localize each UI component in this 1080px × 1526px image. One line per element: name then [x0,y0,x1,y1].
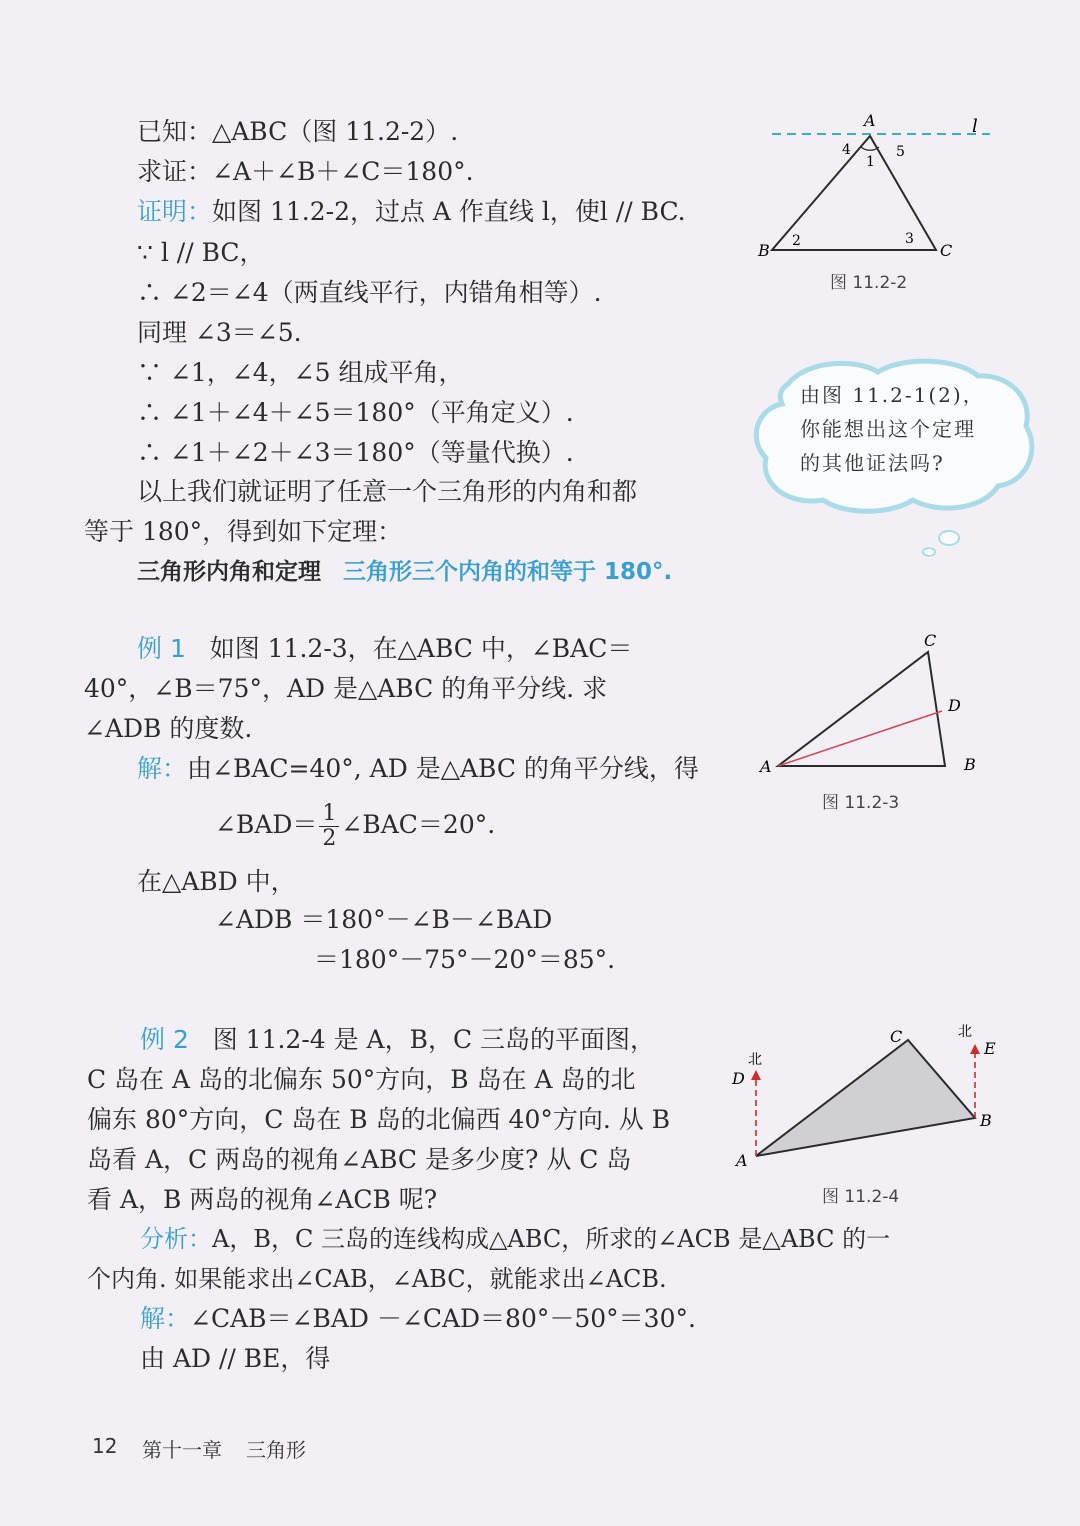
example2-line: 岛看 A，C 两岛的视角∠ABC 是多少度? 从 C 岛 [87,1145,632,1174]
proof-step: ∴ ∠2＝∠4（两直线平行，内错角相等）. [137,278,602,307]
conclusion-line: 等于 180°，得到如下定理： [84,517,403,546]
example1-solution-line [137,753,699,785]
example1-label: 例 1 [137,634,186,663]
theorem-name: 三角形内角和定理 [137,559,321,585]
example2-label: 例 2 [140,1025,189,1054]
proof-step: 同理 ∠3＝∠5. [137,318,302,347]
solution-text: 由∠BAC=40°, AD 是△ABC 的角平分线，得 [187,754,699,783]
page-number: 12 [92,1434,118,1458]
solution-text: ∠CAB＝∠BAD －∠CAD＝80°－50°＝30°. [190,1304,696,1333]
example2-solution-line: 由 AD // BE，得 [140,1344,331,1373]
example1-solution-line: ＝180°－75°－20°＝85°. [314,945,616,974]
conclusion-line: 以上我们就证明了任意一个三角形的内角和都 [137,477,638,506]
label-angle-1: 1 [866,154,875,170]
label-d: D [732,1069,745,1088]
arrow-north-b [970,1044,980,1054]
fraction-half [319,802,339,851]
proof-intro-text: 如图 11.2-2，过点 A 作直线 l，使l // BC. [212,197,686,226]
proof-step: ∵ l // BC， [137,238,265,267]
fraction-denominator: 2 [322,826,337,851]
example2-text: 图 11.2-4 是 A，B，C 三岛的平面图， [212,1025,656,1054]
example1-solution-line: 在△ABD 中， [137,867,296,896]
bisector-ad [778,711,942,766]
label-c: C [940,241,953,260]
example1-solution-line: ∠ADB ＝180°－∠B－∠BAD [215,905,553,934]
label-b: B [758,241,770,260]
label-b: B [980,1111,992,1130]
example1-fraction-line [215,798,495,852]
north-label-a: 北 [748,1052,762,1068]
proof-intro-line [137,196,686,228]
theorem-text: 三角形三个内角的和等于 180°. [342,559,673,585]
label-a: A [864,111,876,130]
figure-island-map [720,1018,1020,1178]
equation-part: ∠BAD＝ [215,810,318,839]
proof-step: ∵ ∠1，∠4，∠5 组成平角， [137,358,464,387]
example1-line [137,633,632,665]
solution-label: 解： [140,1304,191,1333]
label-a: A [736,1151,748,1170]
label-angle-3: 3 [905,231,914,247]
example1-line: 40°，∠B＝75°，AD 是△ABC 的角平分线. 求 [84,674,608,703]
example2-line: 偏东 80°方向，C 岛在 B 岛的北偏西 40°方向. 从 B [87,1105,671,1134]
label-a: A [760,757,772,776]
label-c: C [924,631,937,650]
label-d: D [948,696,961,715]
north-label-b: 北 [958,1024,972,1040]
example2-line [140,1024,655,1056]
cloud-trail [905,528,965,568]
label-angle-4: 4 [842,142,851,158]
label-b: B [964,755,976,774]
proof-label: 证明： [137,197,213,226]
to-prove-line: 求证：∠A＋∠B＋∠C＝180°. [137,157,474,186]
proof-step: ∴ ∠1＋∠2＋∠3＝180°（等量代换）. [137,438,574,467]
figure-caption: 图 11.2-2 [830,273,908,293]
example2-line: 看 A，B 两岛的视角∠ACB 呢? [87,1185,438,1214]
chapter-title: 三角形 [246,1438,306,1462]
arrow-north-a [751,1070,761,1080]
example2-line: C 岛在 A 岛的北偏东 50°方向，B 岛在 A 岛的北 [87,1065,636,1094]
figure-caption: 图 11.2-3 [822,793,900,813]
label-angle-2: 2 [792,233,801,249]
chapter-label: 第十一章 [142,1438,222,1462]
theorem-line [137,556,672,588]
cloud-dot [939,531,959,545]
equation-part: ∠BAC＝20°. [341,810,496,839]
solution-label: 解： [137,754,188,783]
triangle-abc [778,652,945,766]
analysis-line: 个内角. 如果能求出∠CAB，∠ABC，就能求出∠ACB. [87,1265,667,1293]
example1-text: 如图 11.2-3，在△ABC 中，∠BAC＝ [209,634,633,663]
fraction-numerator: 1 [319,802,339,827]
triangle-islands [756,1040,975,1156]
label-l: l [972,116,978,137]
example1-line: ∠ADB 的度数. [84,714,253,743]
label-e: E [984,1039,996,1058]
figure-triangle-bisector [750,628,990,783]
analysis-label: 分析： [140,1225,212,1253]
label-c: C [890,1027,903,1046]
given-line: 已知：△ABC（图 11.2-2）. [137,117,459,146]
example2-solution-line [140,1303,696,1335]
cloud-text: 由图 11.2-1(2)，你能想出这个定理的其他证法吗? [800,383,985,475]
proof-step: ∴ ∠1＋∠4＋∠5＝180°（平角定义）. [137,398,574,427]
cloud-dot [923,548,935,556]
label-angle-5: 5 [896,144,905,160]
analysis-text: A，B，C 三岛的连线构成△ABC，所求的∠ACB 是△ABC 的一 [212,1225,891,1253]
figure-caption: 图 11.2-4 [822,1187,900,1207]
analysis-line [140,1223,890,1255]
